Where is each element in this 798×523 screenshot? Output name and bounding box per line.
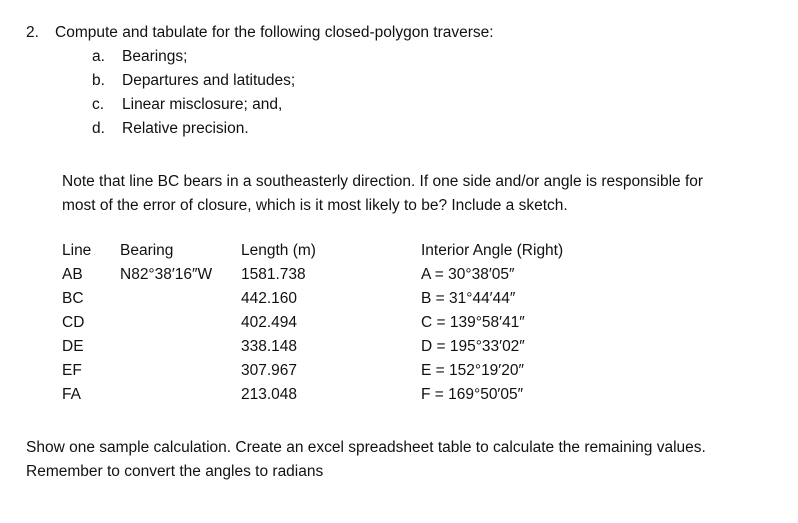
instruction-line: Remember to convert the angles to radians [26, 463, 324, 480]
task-item: Relative precision. [122, 120, 249, 137]
header-line: Line [62, 242, 92, 259]
instructions-paragraph [26, 436, 786, 484]
instruction-line: Show one sample calculation. Create an excel spreadsheet table to calculate the remaining values. [26, 439, 706, 456]
cell-line: AB [62, 266, 83, 283]
note-paragraph [62, 170, 774, 218]
cell-bearing: N82°38′16″W [120, 266, 213, 283]
problem-heading: Compute and tabulate for the following closed-polygon traverse: [55, 24, 494, 41]
cell-line: FA [62, 386, 81, 403]
cell-length: 1581.738 [241, 266, 306, 283]
cell-length: 402.494 [241, 314, 298, 331]
cell-length: 442.160 [241, 290, 298, 307]
cell-angle: B = 31°44′44″ [421, 290, 516, 307]
header-length: Length (m) [241, 242, 316, 259]
cell-angle: D = 195°33′02″ [421, 338, 525, 355]
task-item: Bearings; [122, 48, 188, 65]
task-item: Departures and latitudes; [122, 72, 296, 89]
note-line: most of the error of closure, which is it most likely to be? Include a sketch. [62, 197, 568, 214]
task-item: Linear misclosure; and, [122, 96, 283, 113]
cell-angle: C = 139°58′41″ [421, 314, 525, 331]
cell-angle: F = 169°50′05″ [421, 386, 524, 403]
task-letter: a. [92, 48, 105, 65]
cell-angle: E = 152°19′20″ [421, 362, 524, 379]
cell-length: 338.148 [241, 338, 298, 355]
cell-line: DE [62, 338, 84, 355]
cell-length: 307.967 [241, 362, 298, 379]
task-letter: c. [92, 96, 105, 113]
task-letter: d. [92, 120, 105, 137]
cell-line: CD [62, 314, 85, 331]
task-letter: b. [92, 72, 105, 89]
cell-length: 213.048 [241, 386, 298, 403]
header-bearing: Bearing [120, 242, 174, 259]
cell-angle: A = 30°38′05″ [421, 266, 515, 283]
cell-line: EF [62, 362, 82, 379]
note-line: Note that line BC bears in a southeasterly direction. If one side and/or angle is responsible for [62, 173, 704, 190]
cell-line: BC [62, 290, 84, 307]
problem-number: 2. [26, 24, 39, 41]
header-interior-angle: Interior Angle (Right) [421, 242, 564, 259]
